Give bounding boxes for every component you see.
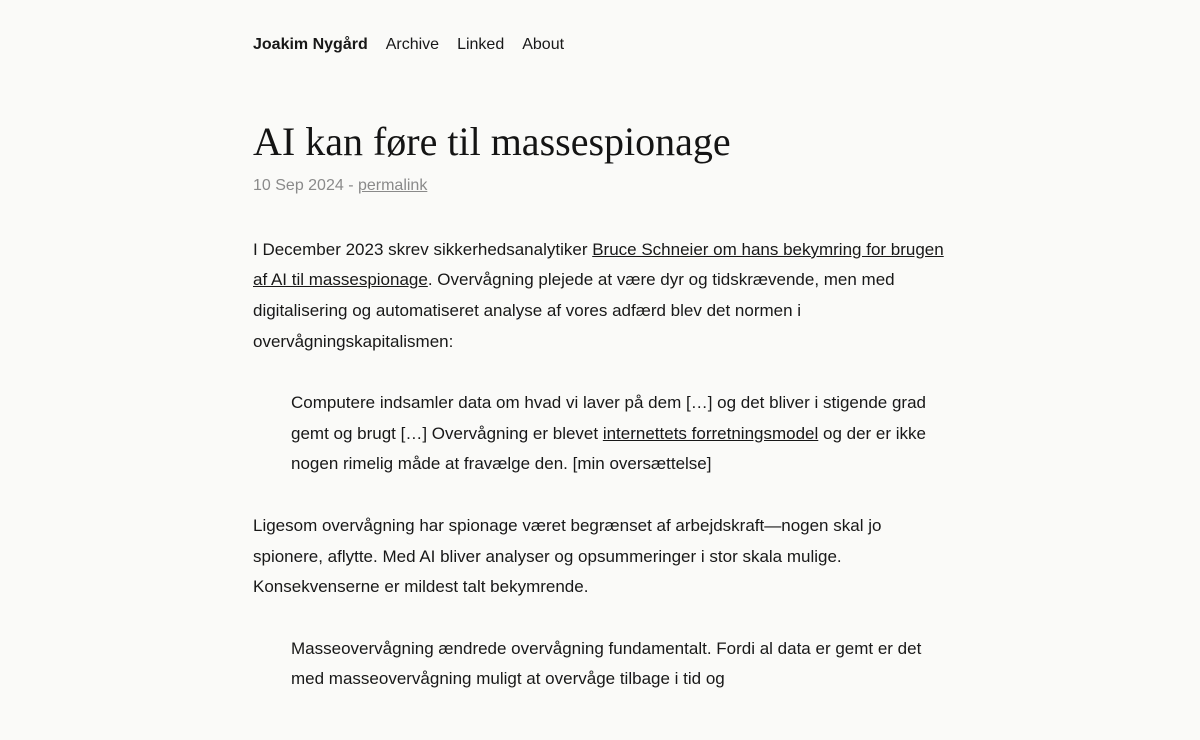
blog-post	[253, 118, 947, 695]
meta-separator: -	[343, 176, 358, 194]
top-nav	[253, 36, 947, 54]
blockquote-masseovervaagning: Masseovervågning ændrede overvågning fundamentalt. Fordi al data er gemt er det med masseovervågning muligt at overvåge tilbage i tid og	[291, 638, 922, 689]
paragraph-spionage: Ligesom overvågning har spionage været begrænset af arbejdskraft—nogen skal jo spionere, aflytte. Med AI bliver analyser og opsummeringer i stor skala mulige. Konsekvenserne er mildest talt bekymrende.	[253, 515, 882, 597]
paragraph-intro: I December 2023 skrev sikkerhedsanalytiker Bruce Schneier om hans bekymring for brugen af AI til massespionage. Overvågning plejede at være dyr og tidskrævende, men med digitalisering og automatiseret analyse af vores adfærd blev det normen i overvågningskapitalismen:	[253, 239, 944, 351]
inline-link[interactable]: internettets forretningsmodel	[602, 423, 819, 443]
inline-link[interactable]: Bruce Schneier om hans bekymring for brugen af AI til massespionage	[253, 239, 944, 290]
post-date: 10 Sep 2024	[253, 176, 344, 194]
post-title: AI kan føre til massespionage	[253, 118, 731, 164]
nav-link-archive[interactable]: Archive	[385, 36, 440, 53]
permalink-link[interactable]: permalink	[357, 176, 428, 194]
site-brand-link[interactable]: Joakim Nygård	[253, 36, 368, 53]
blockquote-schneier-quote: Computere indsamler data om hvad vi laver på dem […] og det bliver i stigende grad gemt og brugt […] Overvågning er blevet internettets forretningsmodel og der er ikke nogen rimelig måde at fravælge den. [min oversættelse]	[291, 393, 927, 474]
page-container	[253, 0, 947, 695]
nav-link-about[interactable]: About	[522, 36, 565, 53]
nav-link-linked[interactable]: Linked	[457, 36, 505, 53]
post-meta	[253, 176, 947, 195]
